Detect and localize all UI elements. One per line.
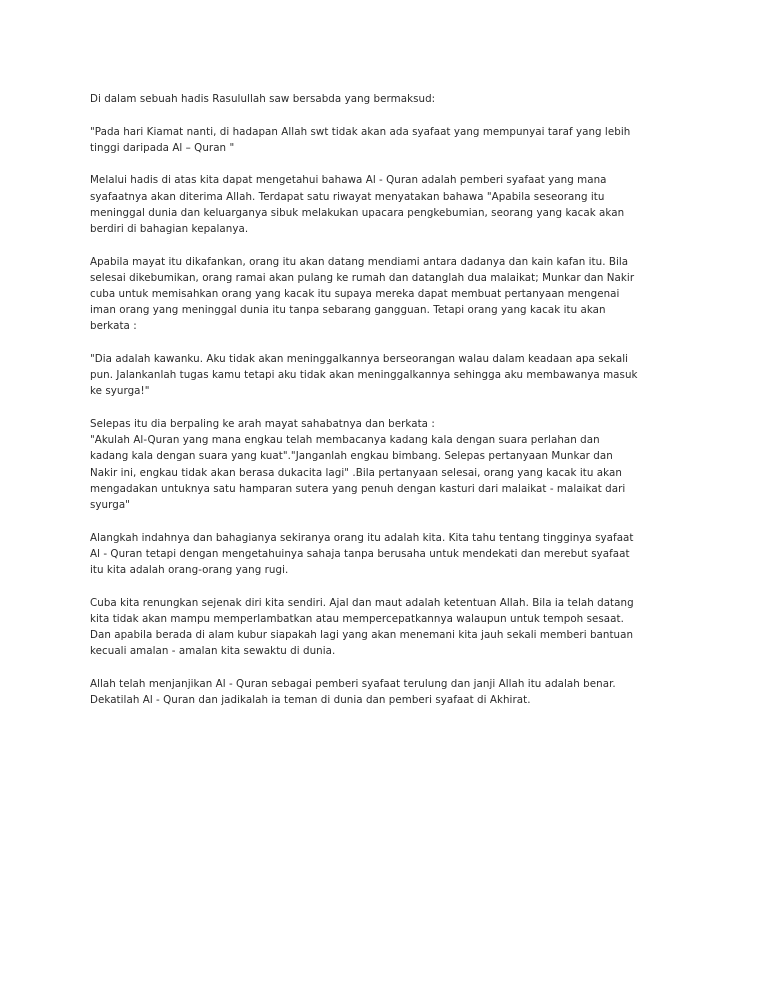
text-line: "Akulah Al-Quran yang mana engkau telah membacanya kadang kala dengan suara perlahan dan [90,434,600,447]
text-line: Selepas itu dia berpaling ke arah mayat sahabatnya dan berkata : [90,418,435,430]
text-line: berdiri di bahagian kepalanya. [90,223,249,235]
text-line: Dan apabila berada di alam kubur siapakah lagi yang akan menemani kita jauh sekali memberi bantuan [90,629,634,642]
text-line: cuba untuk memisahkan orang yang kacak itu supaya mereka dapat membuat pertanyaan mengenai [90,288,620,300]
text-line: kita tidak akan mampu memperlambatkan atau mempercepatkannya walaupun untuk tempoh sesaat. [90,612,624,625]
text-line: "Pada hari Kiamat nanti, di hadapan Allah swt tidak akan ada syafaat yang mempunyai taraf yang lebih [90,125,631,138]
text-line: selesai dikebumikan, orang ramai akan pulang ke rumah dan datanglah dua malaikat; Munkar dan Nakir [90,271,635,284]
text-line: meninggal dunia dan keluarganya sibuk melakukan upacara pengkebumian, seorang yang kacak akan [90,206,625,219]
paragraph-explanation [90,172,686,237]
text-line: Dekatilah Al - Quran dan jadikalah ia teman di dunia dan pemberi syafaat di Akhirat. [90,694,531,707]
document-body [90,91,686,725]
text-line: ke syurga!" [90,385,150,398]
text-line: itu kita adalah orang-orang yang rugi. [90,564,289,577]
text-line: kadang kala dengan suara yang kuat"."Janganlah engkau bimbang. Selepas pertanyaan Munkar dan [90,450,613,463]
text-line: mengadakan untuknya satu hamparan sutera yang penuh dengan kasturi dari malaikat - malaikat dari [90,482,626,495]
paragraph-hadith-quote [90,124,686,156]
text-line: Melalui hadis di atas kita dapat mengetahui bahawa Al - Quran adalah pemberi syafaat yang mana [90,174,607,187]
paragraph-conclusion [90,676,686,708]
paragraph-quran-speaks [90,416,686,513]
text-line: berkata : [90,320,137,333]
text-line: "Dia adalah kawanku. Aku tidak akan meninggalkannya berseorangan walau dalam keadaan apa sekali [90,353,629,365]
text-line: iman orang yang meninggal dunia itu tanpa sebarang gangguan. Tetapi orang yang kacak itu akan [90,304,606,317]
text-line: tinggi daripada Al – Quran " [90,141,235,154]
text-line: Cuba kita renungkan sejenak diri kita sendiri. Ajal dan maut adalah ketentuan Allah. Bila ia telah datang [90,596,634,609]
text-line: syurga" [90,499,130,512]
text-line: pun. Jalankanlah tugas kamu tetapi aku tidak akan meninggalkannya sehingga aku membawanya masuk [90,369,638,382]
text-line: syafaatnya akan diterima Allah. Terdapat satu riwayat menyatakan bahawa "Apabila seseorang itu [90,190,605,203]
text-line: Alangkah indahnya dan bahagianya sekiranya orang itu adalah kita. Kita tahu tentang tingginya syafaat [90,531,634,544]
text-line: Nakir ini, engkau tidak akan berasa dukacita lagi" .Bila pertanyaan selesai, orang yang kacak itu akan [90,466,622,479]
text-line: Di dalam sebuah hadis Rasulullah saw bersabda yang bermaksud: [90,93,436,105]
paragraph-burial [90,254,686,335]
paragraph-companion-quote [90,351,686,400]
paragraph-hadith-intro [90,91,686,107]
text-line: Apabila mayat itu dikafankan, orang itu akan datang mendiami antara dadanya dan kain kafan itu. Bila [90,255,629,268]
text-line: Al - Quran tetapi dengan mengetahuinya sahaja tanpa berusaha untuk mendekati dan merebut syafaat [90,547,630,560]
text-line: Allah telah menjanjikan Al - Quran sebagai pemberi syafaat terulung dan janji Allah itu adalah benar. [90,677,616,690]
text-line: kecuali amalan - amalan kita sewaktu di dunia. [90,645,336,658]
paragraph-reflection [90,530,686,579]
paragraph-mortality [90,595,686,660]
